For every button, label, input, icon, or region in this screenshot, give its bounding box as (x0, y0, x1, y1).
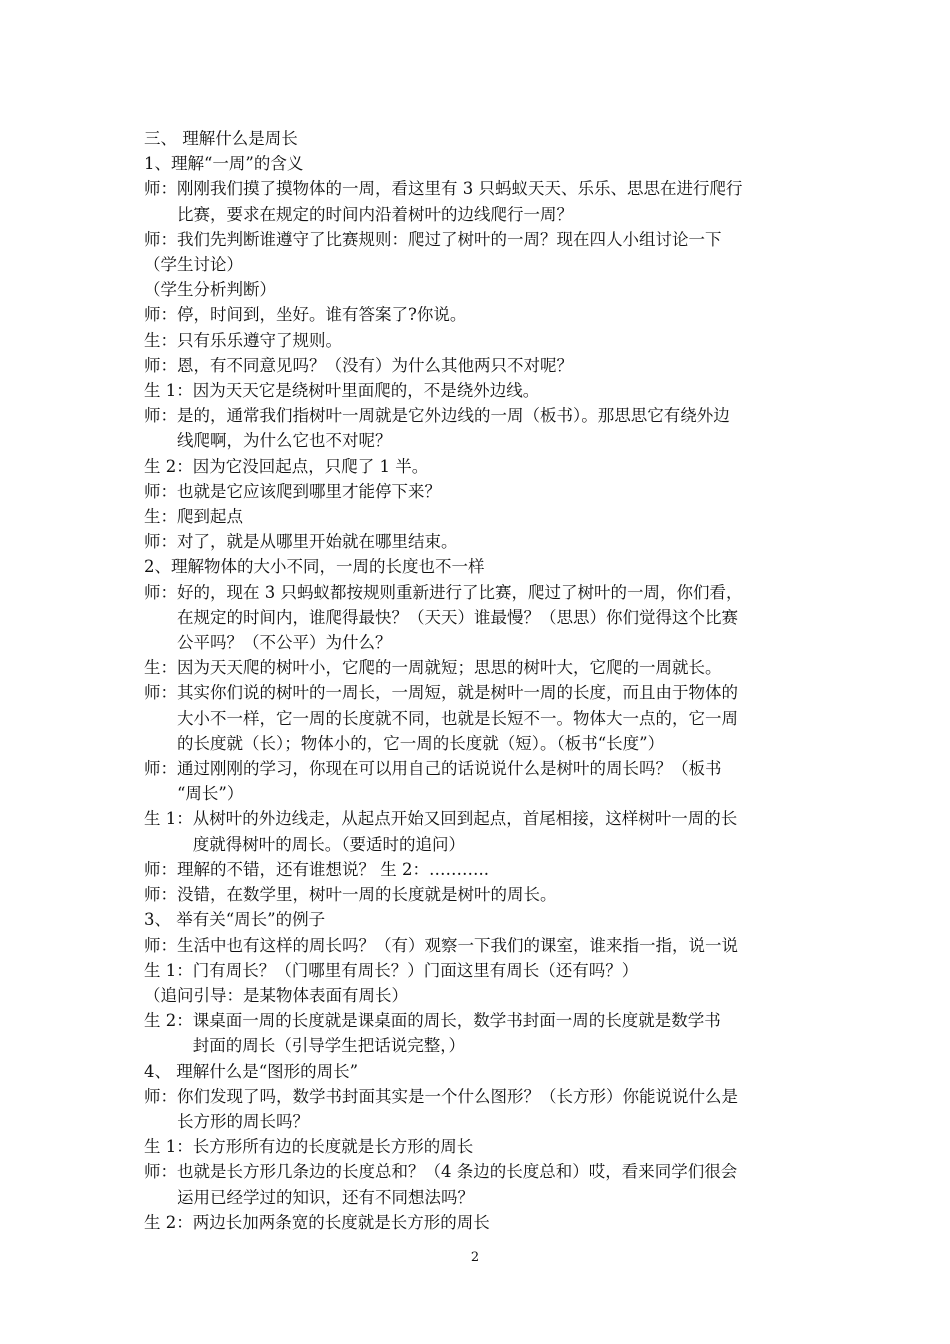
document-body (144, 126, 810, 1235)
dialogue-line: 从树叶的外边线走，从起点开始又回到起点，首尾相接，这样树叶一周的长 (192, 809, 738, 829)
section-line: （追问引导：是某物体表面有周长） (144, 985, 408, 1005)
dialogue-text (177, 680, 810, 756)
dialogue-line: 因为天天爬的树叶小，它爬的一周就短；思思的树叶大，它爬的一周就长。 (177, 658, 722, 678)
speaker-label: 师： (144, 406, 177, 426)
dialogue-text (177, 479, 810, 504)
section-line: 1、理解“一周”的含义 (144, 154, 304, 174)
dialogue-line: 比赛，要求在规定的时间内沿着树叶的边线爬行一周？ (177, 204, 573, 224)
speaker-label: 师： (144, 859, 177, 879)
dialogue-paragraph (144, 580, 810, 656)
dialogue-line: “周长”） (177, 784, 244, 804)
dialogue-text (193, 454, 810, 479)
speaker-label: 生： (144, 330, 177, 350)
speaker-label: 生 1： (144, 960, 193, 980)
dialogue-paragraph (144, 1008, 810, 1058)
dialogue-paragraph (144, 378, 810, 403)
dialogue-line: 门有周长？（门哪里有周长？）门面这里有周长（还有吗？） (192, 960, 639, 980)
dialogue-text (177, 227, 810, 252)
dialogue-line: 只有乐乐遵守了规则。 (177, 330, 342, 350)
dialogue-line: 封面的周长（引导学生把话说完整，） (192, 1036, 465, 1056)
speaker-label: 师： (144, 179, 177, 199)
dialogue-text (193, 1008, 810, 1058)
speaker-label: 师： (144, 305, 177, 325)
dialogue-paragraph (144, 353, 810, 378)
dialogue-text (193, 958, 810, 983)
speaker-label: 师： (144, 759, 177, 779)
speaker-label: 生 2： (144, 456, 193, 476)
dialogue-text (177, 403, 810, 453)
section-line: 三、 理解什么是周长 (144, 129, 298, 148)
dialogue-text (177, 933, 810, 958)
dialogue-line: 两边长加两条宽的长度就是长方形的周长 (192, 1212, 490, 1232)
speaker-label: 师： (144, 532, 177, 552)
dialogue-paragraph (144, 328, 810, 353)
dialogue-paragraph (144, 1159, 810, 1209)
dialogue-text (177, 882, 810, 907)
section-line: （学生分析判断） (144, 280, 276, 300)
dialogue-text (193, 1210, 810, 1235)
dialogue-line: 停，时间到，坐好。谁有答案了?你说。 (177, 305, 467, 325)
dialogue-text (177, 1159, 810, 1209)
dialogue-paragraph (144, 655, 810, 680)
dialogue-line: 生活中也有这样的周长吗？（有）观察一下我们的课室，谁来指一指，说一说 (177, 935, 738, 955)
dialogue-paragraph (144, 882, 810, 907)
dialogue-line: 好的，现在 3 只蚂蚁都按规则重新进行了比赛，爬过了树叶的一周，你们看， (177, 582, 743, 602)
dialogue-text (177, 655, 810, 680)
dialogue-line: 你们发现了吗，数学书封面其实是一个什么图形？（长方形）你能说说什么是 (177, 1086, 738, 1106)
dialogue-paragraph (144, 403, 810, 453)
dialogue-paragraph (144, 1210, 810, 1235)
page-number: 2 (470, 1250, 480, 1265)
speaker-label: 生： (144, 658, 177, 678)
dialogue-text (177, 529, 810, 554)
speaker-label: 生 2： (144, 1011, 193, 1031)
dialogue-line: 没错，在数学里，树叶一周的长度就是树叶的周长。 (177, 885, 557, 905)
dialogue-paragraph (144, 806, 810, 856)
speaker-label: 师： (144, 683, 177, 703)
dialogue-line: 长方形的周长吗？ (177, 1111, 309, 1131)
speaker-label: 师： (144, 582, 177, 602)
dialogue-paragraph (144, 504, 810, 529)
dialogue-paragraph (144, 857, 810, 882)
speaker-label: 师： (144, 229, 177, 249)
dialogue-line: 长方形所有边的长度就是长方形的周长 (192, 1137, 474, 1157)
dialogue-text (177, 756, 810, 806)
dialogue-line: 度就得树叶的周长。（要适时的追问） (192, 834, 465, 854)
dialogue-line: 的长度就（长）；物体小的，它一周的长度就（短）。（板书“长度”） (177, 733, 665, 753)
dialogue-paragraph (144, 479, 810, 504)
dialogue-line: 在规定的时间内，谁爬得最快？（天天）谁最慢？（思思）你们觉得这个比赛 (177, 607, 738, 627)
dialogue-paragraph (144, 454, 810, 479)
dialogue-paragraph (144, 176, 810, 226)
dialogue-text (177, 328, 810, 353)
dialogue-text (177, 1084, 810, 1134)
dialogue-text (177, 353, 810, 378)
speaker-label: 生 1： (144, 1137, 193, 1157)
dialogue-paragraph (144, 1084, 810, 1134)
section-line: 2、理解物体的大小不同，一周的长度也不一样 (144, 557, 485, 577)
dialogue-text (177, 176, 810, 226)
dialogue-line: 其实你们说的树叶的一周长，一周短，就是树叶一周的长度，而且由于物体的 (177, 683, 738, 703)
dialogue-text (193, 806, 810, 856)
speaker-label: 师： (144, 355, 177, 375)
dialogue-line: 对了，就是从哪里开始就在哪里结束。 (177, 532, 458, 552)
dialogue-line: 是的，通常我们指树叶一周就是它外边线的一周（板书）。那思思它有绕外边 (177, 406, 730, 426)
dialogue-paragraph (144, 227, 810, 252)
dialogue-text (193, 378, 810, 403)
dialogue-paragraph (144, 933, 810, 958)
speaker-label: 师： (144, 885, 177, 905)
section-line: 3、 举有关“周长”的例子 (144, 910, 326, 930)
dialogue-line: 运用已经学过的知识，还有不同想法吗？ (177, 1187, 474, 1207)
dialogue-line: 也就是它应该爬到哪里才能停下来？ (177, 481, 441, 501)
speaker-label: 师： (144, 1162, 177, 1182)
dialogue-paragraph (144, 529, 810, 554)
dialogue-paragraph (144, 302, 810, 327)
dialogue-line: 也就是长方形几条边的长度总和？（4 条边的长度总和）哎，看来同学们很会 (177, 1162, 738, 1182)
dialogue-line: 因为它没回起点，只爬了 1 半。 (192, 456, 429, 476)
speaker-label: 生 2： (144, 1212, 193, 1232)
dialogue-line: 通过刚刚的学习，你现在可以用自己的话说说什么是树叶的周长吗？（板书 (177, 759, 722, 779)
dialogue-line: 大小不一样，它一周的长度就不同，也就是长短不一。物体大一点的，它一周 (177, 708, 738, 728)
speaker-label: 生 1： (144, 809, 193, 829)
dialogue-line: 因为天天它是绕树叶里面爬的，不是绕外边线。 (192, 381, 540, 401)
dialogue-line: 爬到起点 (177, 507, 243, 527)
dialogue-text (177, 504, 810, 529)
dialogue-line: 刚刚我们摸了摸物体的一周，看这里有 3 只蚂蚁天天、乐乐、思思在进行爬行 (177, 179, 743, 199)
dialogue-paragraph (144, 680, 810, 756)
section-line: 4、 理解什么是“图形的周长” (144, 1061, 359, 1081)
dialogue-text (193, 1134, 810, 1159)
dialogue-paragraph (144, 1134, 810, 1159)
dialogue-text (177, 302, 810, 327)
dialogue-line: 我们先判断谁遵守了比赛规则：爬过了树叶的一周？现在四人小组讨论一下 (177, 229, 722, 249)
dialogue-paragraph (144, 756, 810, 806)
dialogue-text (177, 857, 810, 882)
speaker-label: 生： (144, 507, 177, 527)
dialogue-line: 课桌面一周的长度就是课桌面的周长，数学书封面一周的长度就是数学书 (192, 1011, 721, 1031)
section-line: （学生讨论） (144, 255, 243, 275)
speaker-label: 师： (144, 481, 177, 501)
dialogue-line: 线爬啊，为什么它也不对呢？ (177, 431, 392, 451)
dialogue-line: 恩，有不同意见吗？（没有）为什么其他两只不对呢？ (177, 355, 573, 375)
dialogue-line: 公平吗？（不公平）为什么？ (177, 633, 392, 653)
dialogue-paragraph (144, 958, 810, 983)
dialogue-text (177, 580, 810, 656)
speaker-label: 生 1： (144, 381, 193, 401)
speaker-label: 师： (144, 1086, 177, 1106)
speaker-label: 师： (144, 935, 177, 955)
dialogue-line: 理解的不错，还有谁想说？ 生 2：……….. (177, 859, 489, 879)
